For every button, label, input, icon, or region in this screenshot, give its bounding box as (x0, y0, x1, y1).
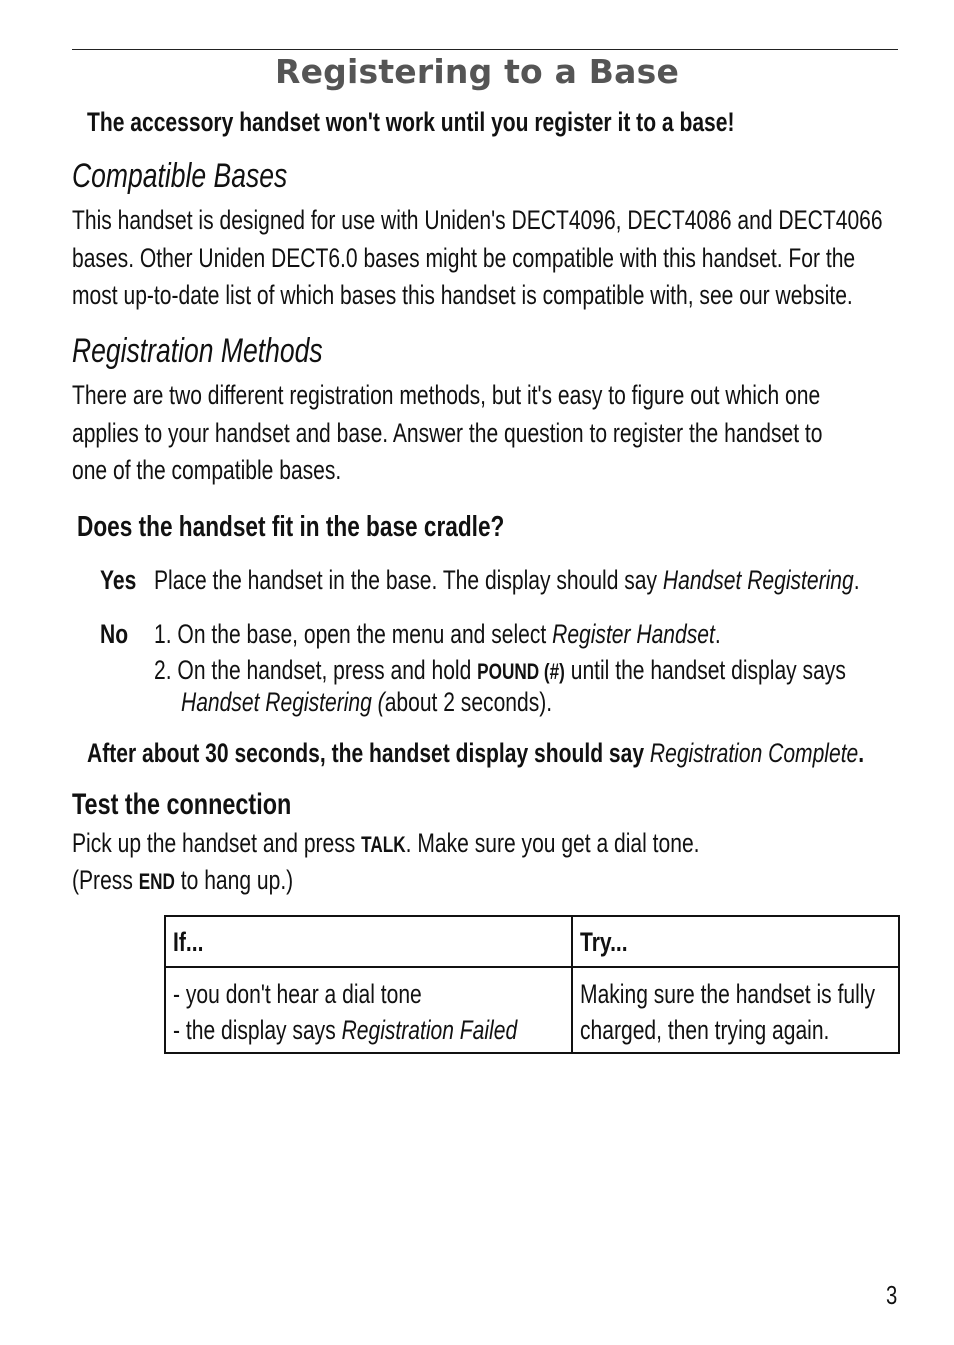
registration-methods-heading: Registration Methods (72, 332, 323, 370)
test-instruction-2: (Press END to hang up.) (72, 865, 294, 895)
no-label: No (100, 619, 129, 649)
paragraph-line: bases. Other Uniden DECT6.0 bases might be compatible with this handset. For the (72, 242, 856, 273)
top-rule (72, 49, 898, 50)
yes-instruction: Place the handset in the base. The display should say Handset Registering. (154, 565, 860, 595)
test-connection-heading: Test the connection (72, 788, 292, 821)
yes-label: Yes (100, 565, 137, 595)
no-step-2: 2. On the handset, press and hold POUND (#) until the handset display says (154, 655, 846, 685)
end-key: END (138, 869, 175, 894)
paragraph-line: most up-to-date list of which bases this handset is compatible with, see our website. (72, 280, 853, 310)
registration-methods-paragraph (72, 377, 822, 490)
cradle-question: Does the handset fit in the base cradle? (77, 511, 505, 543)
talk-key: TALK (361, 832, 406, 857)
warning-text: The accessory handset won't work until you register it to a base! (87, 107, 735, 137)
after-note: After about 30 seconds, the handset display should say Registration Complete. (87, 738, 865, 768)
table-cell-try: Making sure the handset is fully charged, then trying again. (572, 967, 899, 1053)
paragraph-line: There are two different registration methods, but it's easy to figure out which one (72, 380, 821, 410)
page-number: 3 (886, 1280, 898, 1310)
table-cell-if: - you don't hear a dial tone - the display says Registration Failed (165, 967, 572, 1053)
page-title: Registering to a Base (274, 52, 680, 91)
table-header-if: If... (165, 916, 572, 967)
table-header-try: Try... (572, 916, 899, 967)
test-instruction-1: Pick up the handset and press TALK. Make sure you get a dial tone. (72, 828, 700, 858)
no-step-1: 1. On the base, open the menu and select Register Handset. (154, 619, 721, 649)
compatible-bases-paragraph (72, 202, 883, 315)
compatible-bases-heading: Compatible Bases (72, 157, 288, 195)
paragraph-line: applies to your handset and base. Answer the question to register the handset to (72, 417, 823, 448)
paragraph-line: one of the compatible bases. (72, 455, 342, 485)
pound-key: POUND (#) (477, 659, 565, 684)
paragraph-line: This handset is designed for use with Uniden's DECT4096, DECT4086 and DECT4066 (72, 205, 883, 235)
troubleshooting-table (164, 915, 900, 1054)
no-step-2-continued: Handset Registering (about 2 seconds). (181, 687, 553, 717)
